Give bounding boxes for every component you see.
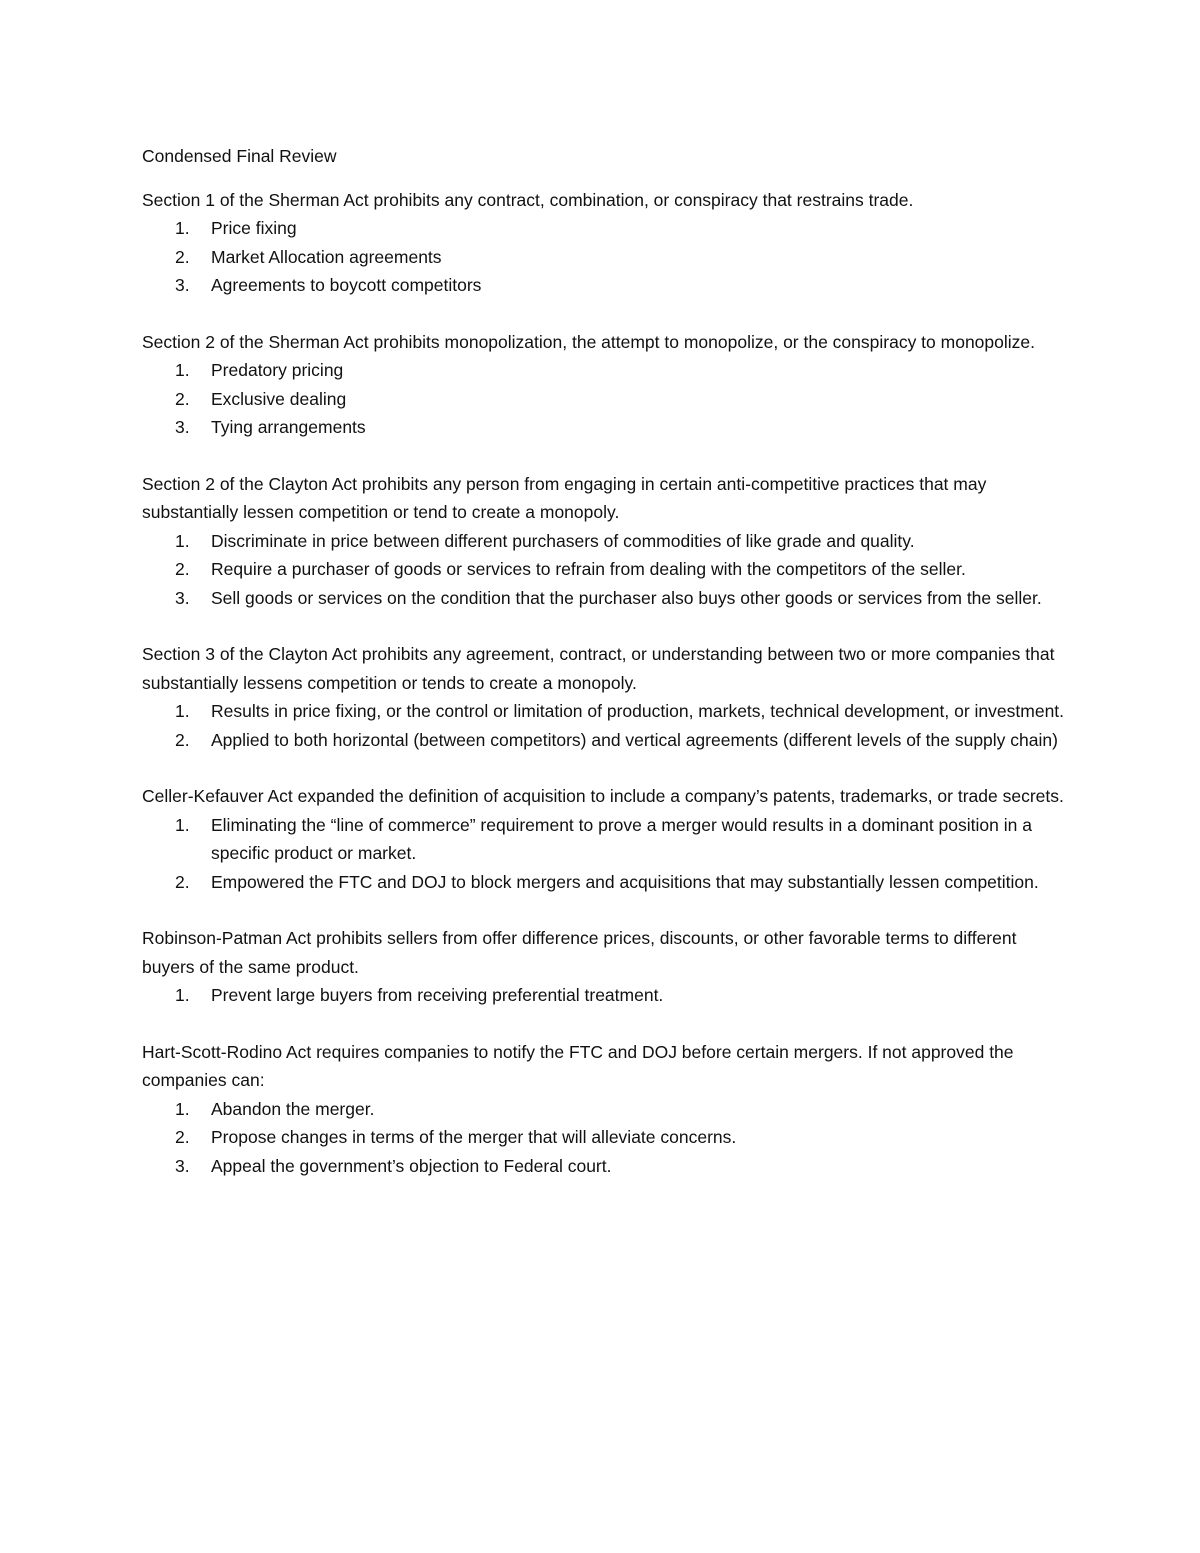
section-block [142,470,1072,613]
list-item [142,584,1072,613]
sections-container [142,186,1072,1181]
list-item [142,527,1072,556]
list-item [142,413,1072,442]
list-item-number: 1. [175,985,190,1005]
numbered-list [142,356,1072,442]
list-item-number: 1. [175,1098,190,1119]
list-item-number: 3. [175,1155,190,1176]
list-item [142,726,1072,755]
list-item [142,243,1072,272]
list-item-text: Propose changes in terms of the merger that will alleviate concerns. [211,1127,737,1147]
list-item [142,868,1072,897]
list-item [142,356,1072,385]
list-item-number: 2. [175,559,190,579]
section-block [142,1038,1072,1181]
list-item-text: Price fixing [211,218,297,238]
list-item-text: Eliminating the “line of commerce” requirement to prove a merger would results in a dominant position in a specific product or market. [211,814,1032,863]
numbered-list [142,527,1072,613]
list-item [142,981,1072,1010]
section-block [142,328,1072,442]
section-heading: Section 1 of the Sherman Act prohibits any contract, combination, or conspiracy that restrains trade. [142,189,914,210]
list-item-number: 2. [175,1127,190,1147]
list-item [142,811,1072,868]
document-title: Condensed Final Review [142,146,337,166]
list-item-text: Sell goods or services on the condition that the purchaser also buys other goods or services from the seller. [211,587,1042,608]
list-item-number: 1. [175,814,190,835]
list-item-text: Abandon the merger. [211,1098,375,1119]
list-item [142,1123,1072,1152]
list-item [142,555,1072,584]
list-item-text: Prevent large buyers from receiving preferential treatment. [211,985,664,1005]
list-item-text: Discriminate in price between different purchasers of commodities of like grade and quality. [211,530,915,551]
list-item-number: 1. [175,360,190,380]
section-heading: Celler-Kefauver Act expanded the definition of acquisition to include a company’s patents, trademarks, or trade secrets. [142,786,1064,806]
list-item-text: Predatory pricing [211,360,344,380]
list-item-number: 1. [175,530,190,551]
numbered-list [142,214,1072,300]
section-heading: Section 2 of the Sherman Act prohibits monopolization, the attempt to monopolize, or the conspiracy to monopolize. [142,331,1036,352]
list-item-text: Agreements to boycott competitors [211,275,482,295]
list-item-number: 3. [175,417,190,437]
list-item [142,271,1072,300]
section-block [142,782,1072,896]
section-heading: Robinson-Patman Act prohibits sellers from offer difference prices, discounts, or other favorable terms to different buyers of the same product. [142,928,1017,977]
section-block [142,924,1072,1010]
numbered-list [142,811,1072,897]
numbered-list [142,697,1072,754]
list-item-number: 2. [175,246,190,267]
list-item-number: 2. [175,388,190,409]
numbered-list [142,1095,1072,1181]
list-item-text: Require a purchaser of goods or services to refrain from dealing with the competitors of the seller. [211,559,966,579]
list-item-text: Tying arrangements [211,417,366,437]
list-item [142,697,1072,726]
list-item-text: Results in price fixing, or the control or limitation of production, markets, technical development, or investment. [211,701,1065,721]
list-item-text: Exclusive dealing [211,388,347,409]
list-item [142,1095,1072,1124]
section-heading: Hart-Scott-Rodino Act requires companies to notify the FTC and DOJ before certain mergers. If not approved the companies can: [142,1041,1014,1090]
list-item-number: 2. [175,871,190,892]
list-item [142,1152,1072,1181]
list-item-number: 2. [175,729,190,750]
document-body [142,142,1072,1208]
list-item-number: 1. [175,701,190,721]
list-item-number: 3. [175,275,190,295]
section-heading: Section 3 of the Clayton Act prohibits any agreement, contract, or understanding between two or more companies that substantially lessens competition or tends to create a monopoly. [142,644,1055,693]
list-item-number: 1. [175,218,190,238]
numbered-list [142,981,1072,1010]
list-item-text: Empowered the FTC and DOJ to block mergers and acquisitions that may substantially lessen competition. [211,871,1039,892]
list-item [142,214,1072,243]
list-item [142,385,1072,414]
list-item-text: Appeal the government’s objection to Federal court. [211,1155,612,1176]
list-item-text: Market Allocation agreements [211,246,442,267]
section-heading: Section 2 of the Clayton Act prohibits any person from engaging in certain anti-competitive practices that may substantially lessen competition or tend to create a monopoly. [142,473,987,522]
list-item-number: 3. [175,587,190,608]
section-block [142,186,1072,300]
section-block [142,640,1072,754]
list-item-text: Applied to both horizontal (between competitors) and vertical agreements (different levels of the supply chain) [211,729,1058,750]
